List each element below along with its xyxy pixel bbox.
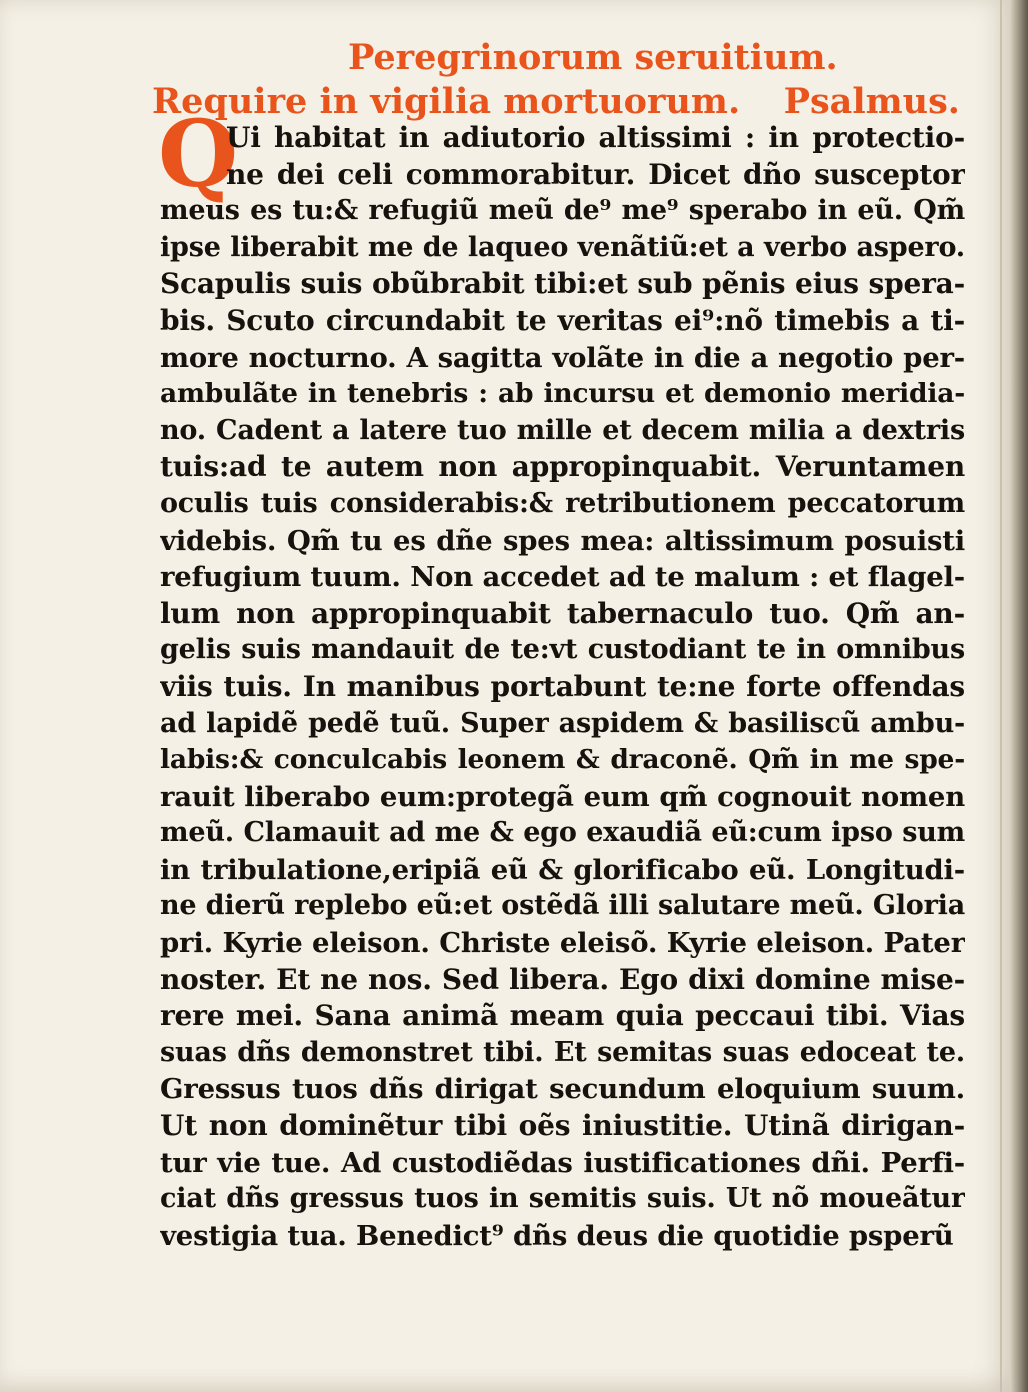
text-line: videbis. Qm̃ tu es dñe spes mea: altissimum posuisti (160, 524, 965, 557)
page-gutter-line (1000, 0, 1002, 1392)
text-line: vestigia tua. Benedict⁹ dñs deus die quotidie psperũ (160, 1219, 954, 1252)
text-line: pri. Kyrie eleison. Christe eleisõ. Kyrie eleison. Pater (160, 927, 965, 960)
page-edge (1010, 0, 1028, 1392)
text-line: suas dñs demonstret tibi. Et semitas suas edoceat te. (160, 1036, 965, 1068)
text-line: no. Cadent a latere tuo mille et decem milia a dextris (160, 414, 965, 446)
text-line: oculis tuis considerabis:& retributionem peccatorum (160, 487, 965, 519)
text-line: labis:& conculcabis leonem & draconẽ. Qm̃ in me spe- (160, 744, 965, 776)
text-line: ciat dñs gressus tuos in semitis suis. Ut nõ moueãtur (160, 1183, 965, 1215)
text-line: ne dei celi commorabitur. Dicet dño susceptor (226, 157, 965, 191)
text-line: bis. Scuto circundabit te veritas ei⁹:nõ timebis a ti- (160, 303, 965, 337)
text-line: lum non appropinquabit tabernaculo tuo. Qm̃ an- (160, 596, 965, 630)
text-line: noster. Et ne nos. Sed libera. Ego dixi domine mise- (160, 962, 965, 996)
running-title: Peregrinorum seruitium. (348, 37, 838, 78)
rubric-heading (152, 80, 960, 124)
text-line: rere mei. Sana animã meam quia peccaui tibi. Vias (160, 999, 965, 1033)
text-line: rauit liberabo eum:protegã eum qm̃ cognouit nomen (160, 780, 965, 813)
text-line: ad lapidẽ pedẽ tuũ. Super aspidem & basiliscũ ambu- (160, 707, 965, 739)
text-line: ne dierũ replebo eũ:et ostẽdã illi salutare meũ. Gloria (160, 890, 965, 922)
text-line: viis tuis. In manibus portabunt te:ne forte offendas (160, 669, 965, 703)
rubric-heading-right: Psalmus. (783, 81, 960, 122)
text-line: more nocturno. A sagitta volãte in die a negotio per- (160, 341, 965, 374)
text-line: Scapulis suis obũbrabit tibi:et sub pẽnis eius spera- (160, 267, 965, 301)
text-line: ipse liberabit me de laqueo venãtiũ:et a verbo aspero. (160, 231, 965, 263)
text-line: meũ. Clamauit ad me & ego exaudiã eũ:cum ipso sum (160, 817, 965, 849)
text-line: tuis:ad te autem non appropinquabit. Veruntamen (160, 450, 965, 484)
text-line: tur vie tue. Ad custodiẽdas iustificationes dñi. Perfi- (160, 1146, 965, 1179)
text-line: Ui habitat in adiutorio altissimi : in protectio- (226, 121, 965, 154)
decorated-initial: Q (158, 100, 239, 208)
text-line: ambulãte in tenebris : ab incursu et demonio meridia- (160, 378, 965, 410)
text-line: Ut non dominẽtur tibi oẽs iniustitie. Utinã dirigan- (160, 1109, 965, 1143)
text-line: meus es tu:& refugiũ meũ de⁹ me⁹ sperabo in eũ. Qm̃ (160, 195, 965, 227)
text-line: in tribulatione,eripiã eũ & glorificabo eũ. Longitudi- (160, 853, 965, 886)
text-line: gelis suis mandauit de te:vt custodiant te in omnibus (160, 634, 965, 666)
text-line: refugium tuum. Non accedet ad te malum : et flagel- (160, 561, 965, 594)
rubric-heading-left: Require in vigilia mortuorum. (152, 81, 741, 122)
text-line: Gressus tuos dñs dirigat secundum eloquium suum. (160, 1073, 965, 1106)
